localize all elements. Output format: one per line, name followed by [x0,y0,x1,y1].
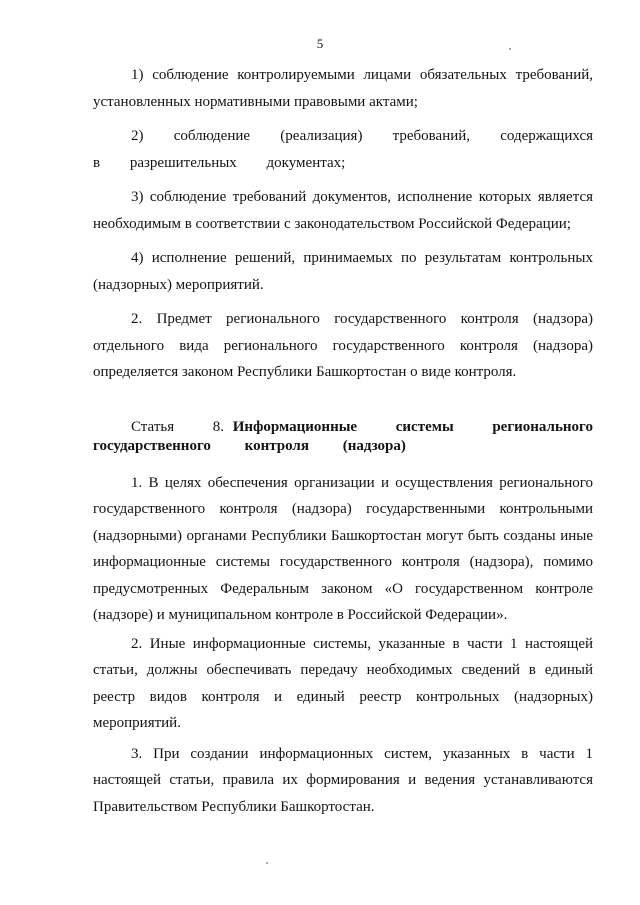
article-title: Информационные системы регионального государственного контроля (надзора) [93,418,593,454]
list-item-3: 3) соблюдение требований документов, исполнение которых является необходимым в соответствии с законодательством Российской Федерации; [93,189,593,232]
article-paragraph-2: 2. Иные информационные системы, указанные в части 1 настоящей статьи, должны обеспечивать передачу необходимых сведений в единый реестр видов контроля и единый реестр контрольных (надзорных) мероприятий. [93,635,593,731]
scan-speck [509,48,511,50]
list-item-4: 4) исполнение решений, принимаемых по результатам контрольных (надзорных) мероприятий. [93,250,593,293]
list-item-2: 2) соблюдение (реализация) требований, содержащихся в разрешительных документах; [93,128,593,171]
document-body [93,62,593,820]
scan-speck [266,862,268,864]
article-paragraph-1: 1. В целях обеспечения организации и осуществления регионального государственного контроля (надзора) государственными контрольными (надзорными) органами Республики Башкортостан могут быть созданы иные информационные системы государственного контроля (надзора), помимо предусмотренных Федеральным законом «О государственном контроле (надзоре) и муниципальном контроле в Российской Федерации». [93,474,593,623]
article-label: Статья 8. [131,418,225,435]
article-heading [93,418,593,456]
list-item-1: 1) соблюдение контролируемыми лицами обязательных требований, установленных нормативными правовыми актами; [93,67,593,110]
paragraph-subject: 2. Предмет регионального государственного контроля (надзора) отдельного вида регионального государственного контроля (надзора) определяется законом Республики Башкортостан о виде контроля. [93,311,593,380]
page-number: 5 [316,36,324,51]
article-paragraph-3: 3. При создании информационных систем, указанных в части 1 настоящей статьи, правила их формирования и ведения устанавливаются Правительством Республики Башкортостан. [93,745,593,815]
